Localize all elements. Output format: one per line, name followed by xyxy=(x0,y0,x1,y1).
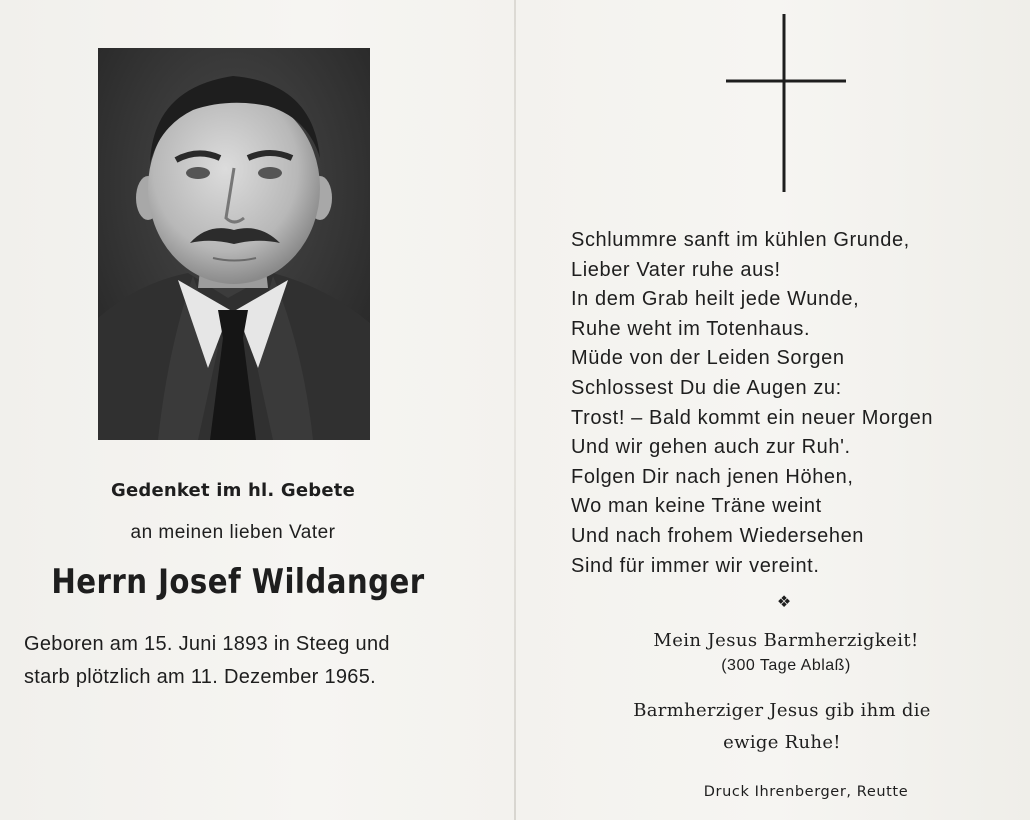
poem-line: In dem Grab heilt jede Wunde, xyxy=(571,288,860,311)
ornament-icon: ❖ xyxy=(776,592,792,611)
poem-line: Und wir gehen auch zur Ruh'. xyxy=(571,436,851,459)
left-panel xyxy=(0,0,514,820)
dedication-line: an meinen lieben Vater xyxy=(130,522,336,543)
life-dates xyxy=(24,628,454,694)
cross-icon xyxy=(721,14,851,194)
deceased-name: Herrn Josef Wildanger xyxy=(51,562,425,602)
prayer-rest xyxy=(612,695,952,759)
portrait-photo xyxy=(98,48,370,440)
poem-line: Folgen Dir nach jenen Höhen, xyxy=(571,465,854,488)
prayer-rest-line: ewige Ruhe! xyxy=(723,732,841,753)
printer-credit: Druck Ihrenberger, Reutte xyxy=(703,784,909,800)
indulgence-note: (300 Tage Ablaß) xyxy=(721,657,851,674)
poem-line: Wo man keine Träne weint xyxy=(571,495,822,518)
poem-line: Lieber Vater ruhe aus! xyxy=(571,258,781,281)
poem-line: Trost! – Bald kommt ein neuer Morgen xyxy=(571,406,934,429)
poem-line: Schlossest Du die Augen zu: xyxy=(571,376,842,399)
prayer-mercy: Mein Jesus Barmherzigkeit! xyxy=(653,630,919,651)
birth-line: Geboren am 15. Juni 1893 in Steeg und xyxy=(24,633,390,655)
gedenket-heading: Gedenket im hl. Gebete xyxy=(110,480,356,501)
poem-line: Schlummre sanft im kühlen Grunde, xyxy=(571,229,910,251)
poem-line: Und nach frohem Wiedersehen xyxy=(571,524,865,547)
portrait-image xyxy=(98,48,370,440)
right-panel xyxy=(516,0,1030,820)
prayer-rest-line: Barmherziger Jesus gib ihm die xyxy=(633,700,931,721)
poem-line: Sind für immer wir vereint. xyxy=(571,554,820,577)
poem xyxy=(571,226,1021,581)
death-line: starb plötzlich am 11. Dezember 1965. xyxy=(24,666,377,688)
poem-line: Müde von der Leiden Sorgen xyxy=(571,347,845,370)
poem-line: Ruhe weht im Totenhaus. xyxy=(571,317,811,340)
